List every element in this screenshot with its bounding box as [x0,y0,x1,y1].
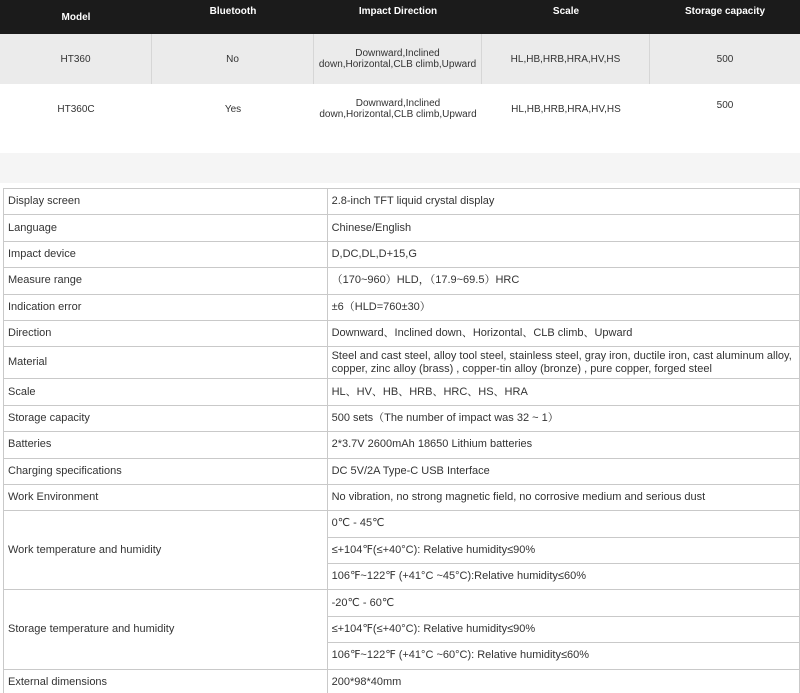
model-bluetooth: Yes [224,103,242,115]
table-row [4,669,800,693]
spec-key: Scale [4,379,328,405]
spec-value: ±6（HLD=760±30） [327,294,799,320]
model-comparison-table [0,0,800,134]
direction-line-2: down,Horizontal,CLB climb,Upward [319,109,477,120]
model-table-header [0,0,800,34]
spec-key: External dimensions [4,669,328,693]
model-name: HT360C [57,103,95,115]
table-row [4,215,800,241]
table-row [4,405,800,431]
table-row [4,189,800,215]
spec-key: Storage capacity [4,405,328,431]
model-scale: HL,HB,HRB,HRA,HV,HS [511,103,621,115]
spec-value: 106℉~122℉ (+41°C ~45°C):Relative humidity≤60% [327,564,799,590]
spec-value: ≤+104℉(≤+40°C): Relative humidity≤90% [327,537,799,563]
direction-line-1: Downward,Inclined [355,98,441,109]
table-row [4,379,800,405]
spec-value: 2.8-inch TFT liquid crystal display [327,189,799,215]
direction-line-1: Downward,Inclined [355,48,440,59]
model-impact-direction [314,84,482,134]
spec-key: Impact device [4,241,328,267]
model-scale: HL,HB,HRB,HRA,HV,HS [482,34,650,84]
model-bluetooth: No [152,34,314,84]
spec-value: 106℉~122℉ (+41°C ~60°C): Relative humidity≤60% [327,643,799,669]
spec-value: 0℃ - 45℃ [327,511,799,537]
spec-key: Charging specifications [4,458,328,484]
specification-table [3,188,800,693]
table-row [4,241,800,267]
spec-key: Indication error [4,294,328,320]
spec-value: Chinese/English [327,215,799,241]
spec-key: Material [4,347,328,379]
header-storage-capacity: Storage capacity [684,6,766,17]
table-row [4,268,800,294]
table-row [4,294,800,320]
header-model: Model [61,12,91,23]
model-impact-direction [314,34,482,84]
model-name: HT360 [0,34,152,84]
header-scale: Scale [552,6,580,17]
spec-key: Display screen [4,189,328,215]
model-storage: 500 [716,100,734,111]
spec-key: Storage temperature and humidity [4,590,328,669]
spec-value: Steel and cast steel, alloy tool steel, stainless steel, gray iron, ductile iron, cast aluminum alloy, copper, zinc alloy (brass) , copper-tin alloy (bronze) , pure copper, forged steel [327,347,799,379]
table-row [4,432,800,458]
table-row [4,511,800,537]
table-row [4,590,800,616]
section-divider [0,153,800,183]
spec-key: Language [4,215,328,241]
table-row [4,320,800,346]
spec-value: ≤+104℉(≤+40°C): Relative humidity≤90% [327,616,799,642]
spec-value: No vibration, no strong magnetic field, no corrosive medium and serious dust [327,484,799,510]
header-impact-direction: Impact Direction [358,6,438,17]
spec-value: -20℃ - 60℃ [327,590,799,616]
direction-line-2: down,Horizontal,CLB climb,Upward [318,59,477,70]
spec-value: （170~960）HLD，（17.9~69.5）HRC [327,268,799,294]
spec-value: 2*3.7V 2600mAh 18650 Lithium batteries [327,432,799,458]
spec-value: D,DC,DL,D+15,G [327,241,799,267]
model-row [0,34,800,84]
model-row [0,84,800,134]
spec-value: Downward、Inclined down、Horizontal、CLB climb、Upward [327,320,799,346]
table-row [4,458,800,484]
spec-value: DC 5V/2A Type-C USB Interface [327,458,799,484]
spec-key: Direction [4,320,328,346]
spec-key: Work Environment [4,484,328,510]
spec-key: Measure range [4,268,328,294]
spec-value: 500 sets（The number of impact was 32 ~ 1） [327,405,799,431]
table-row [4,484,800,510]
spec-value: 200*98*40mm [327,669,799,693]
spec-value: HL、HV、HB、HRB、HRC、HS、HRA [327,379,799,405]
table-row [4,347,800,379]
header-bluetooth: Bluetooth [209,6,257,17]
spec-key: Batteries [4,432,328,458]
spec-key: Work temperature and humidity [4,511,328,590]
model-storage: 500 [716,54,734,65]
